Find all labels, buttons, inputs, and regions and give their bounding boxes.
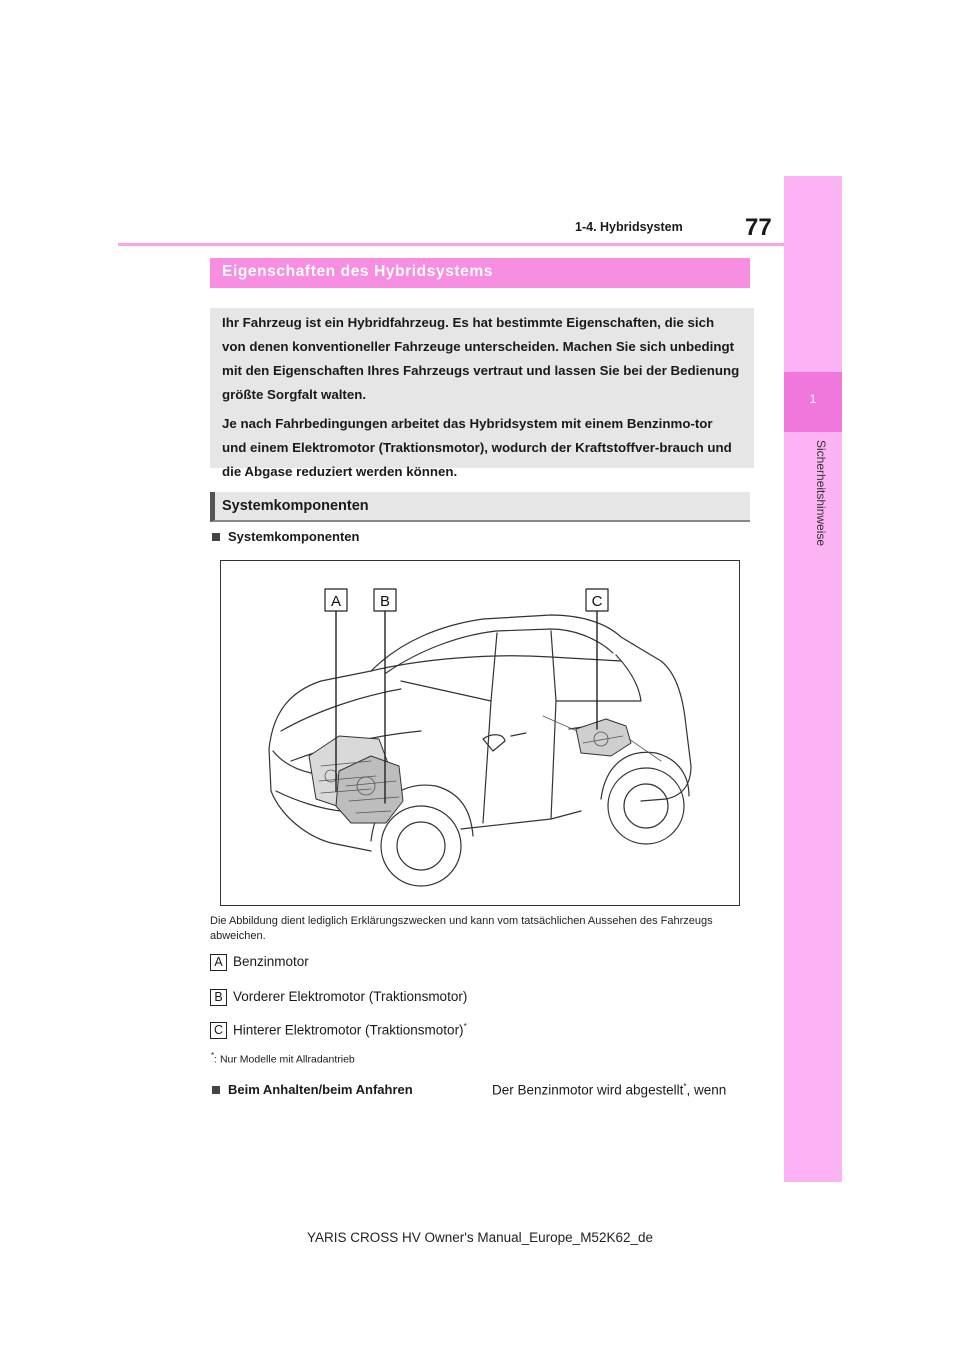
subhead-stop-start-text: Beim Anhalten/beim Anfahren xyxy=(228,1082,413,1097)
callout-a xyxy=(325,589,347,611)
footer-manual-id: YARIS CROSS HV Owner's Manual_Europe_M52K62_de xyxy=(307,1230,653,1245)
footnote-mark: * xyxy=(463,1022,467,1031)
vehicle-illustration xyxy=(220,560,740,906)
subhead-stop-start xyxy=(212,1082,413,1097)
body-footnote-mark: * xyxy=(683,1082,687,1091)
intro-paragraph-1: Ihr Fahrzeug ist ein Hybridfahrzeug. Es hat bestimmte Eigenschaften, die sich von denen konventioneller Fahrzeuge unterscheiden. Machen Sie sich unbedingt mit den Eigenschaften Ihres Fahrzeugs vertraut und lassen Sie bei der Bedienung größte Sorgfalt walten. xyxy=(222,315,740,402)
footnote-asterisk: * xyxy=(211,1051,215,1060)
legend-text-c: Hinterer Elektromotor (Traktionsmotor) xyxy=(233,1022,464,1038)
legend-item-c xyxy=(210,1022,467,1039)
heading-system-components: Systemkomponenten xyxy=(210,492,750,522)
subhead-system-components xyxy=(212,529,359,544)
body-text-right-after: , wenn xyxy=(686,1082,727,1098)
callout-c xyxy=(586,589,608,611)
chapter-side-label: Sicherheitshinweise xyxy=(814,440,828,547)
callout-c-label: C xyxy=(591,593,603,610)
body-text-right-before: Der Benzinmotor wird abgestellt xyxy=(492,1082,684,1098)
header-rule xyxy=(118,243,784,246)
legend-key-b: B xyxy=(210,989,227,1006)
figure-caption: Die Abbildung dient lediglich Erklärungszwecken und kann vom tatsächlichen Aussehen des Fahrzeugs abweichen. xyxy=(210,915,713,942)
chapter-side-tab xyxy=(784,176,842,1182)
body-text-right xyxy=(492,1082,726,1098)
callout-b-label: B xyxy=(379,593,391,610)
legend-text-b: Vorderer Elektromotor (Traktionsmotor) xyxy=(233,989,468,1005)
square-bullet-icon xyxy=(212,1086,220,1094)
callout-a-label: A xyxy=(330,593,342,610)
section-title: 1-4. Hybridsystem xyxy=(575,220,683,234)
page-number: 77 xyxy=(745,214,772,241)
legend-item-a xyxy=(210,954,309,971)
footnote-text: : Nur Modelle mit Allradantrieb xyxy=(214,1053,355,1066)
legend-key-c: C xyxy=(210,1022,227,1039)
footnote xyxy=(211,1051,355,1066)
subhead-system-components-text: Systemkomponenten xyxy=(228,529,360,544)
intro-paragraph-2: Je nach Fahrbedingungen arbeitet das Hybridsystem mit einem Benzinmo-tor und einem Elektromotor (Traktionsmotor), wodurch der Kraftstoffver-brauch und die Abgase reduziert werden können. xyxy=(222,416,732,479)
legend-item-b xyxy=(210,989,467,1006)
square-bullet-icon xyxy=(212,533,220,541)
intro-box xyxy=(210,308,754,479)
callout-b xyxy=(374,589,396,611)
heading-hybrid-features: Eigenschaften des Hybridsystems xyxy=(210,258,750,288)
legend-key-a: A xyxy=(210,954,227,971)
legend-text-a: Benzinmotor xyxy=(233,954,309,970)
chapter-number: 1 xyxy=(809,392,817,406)
